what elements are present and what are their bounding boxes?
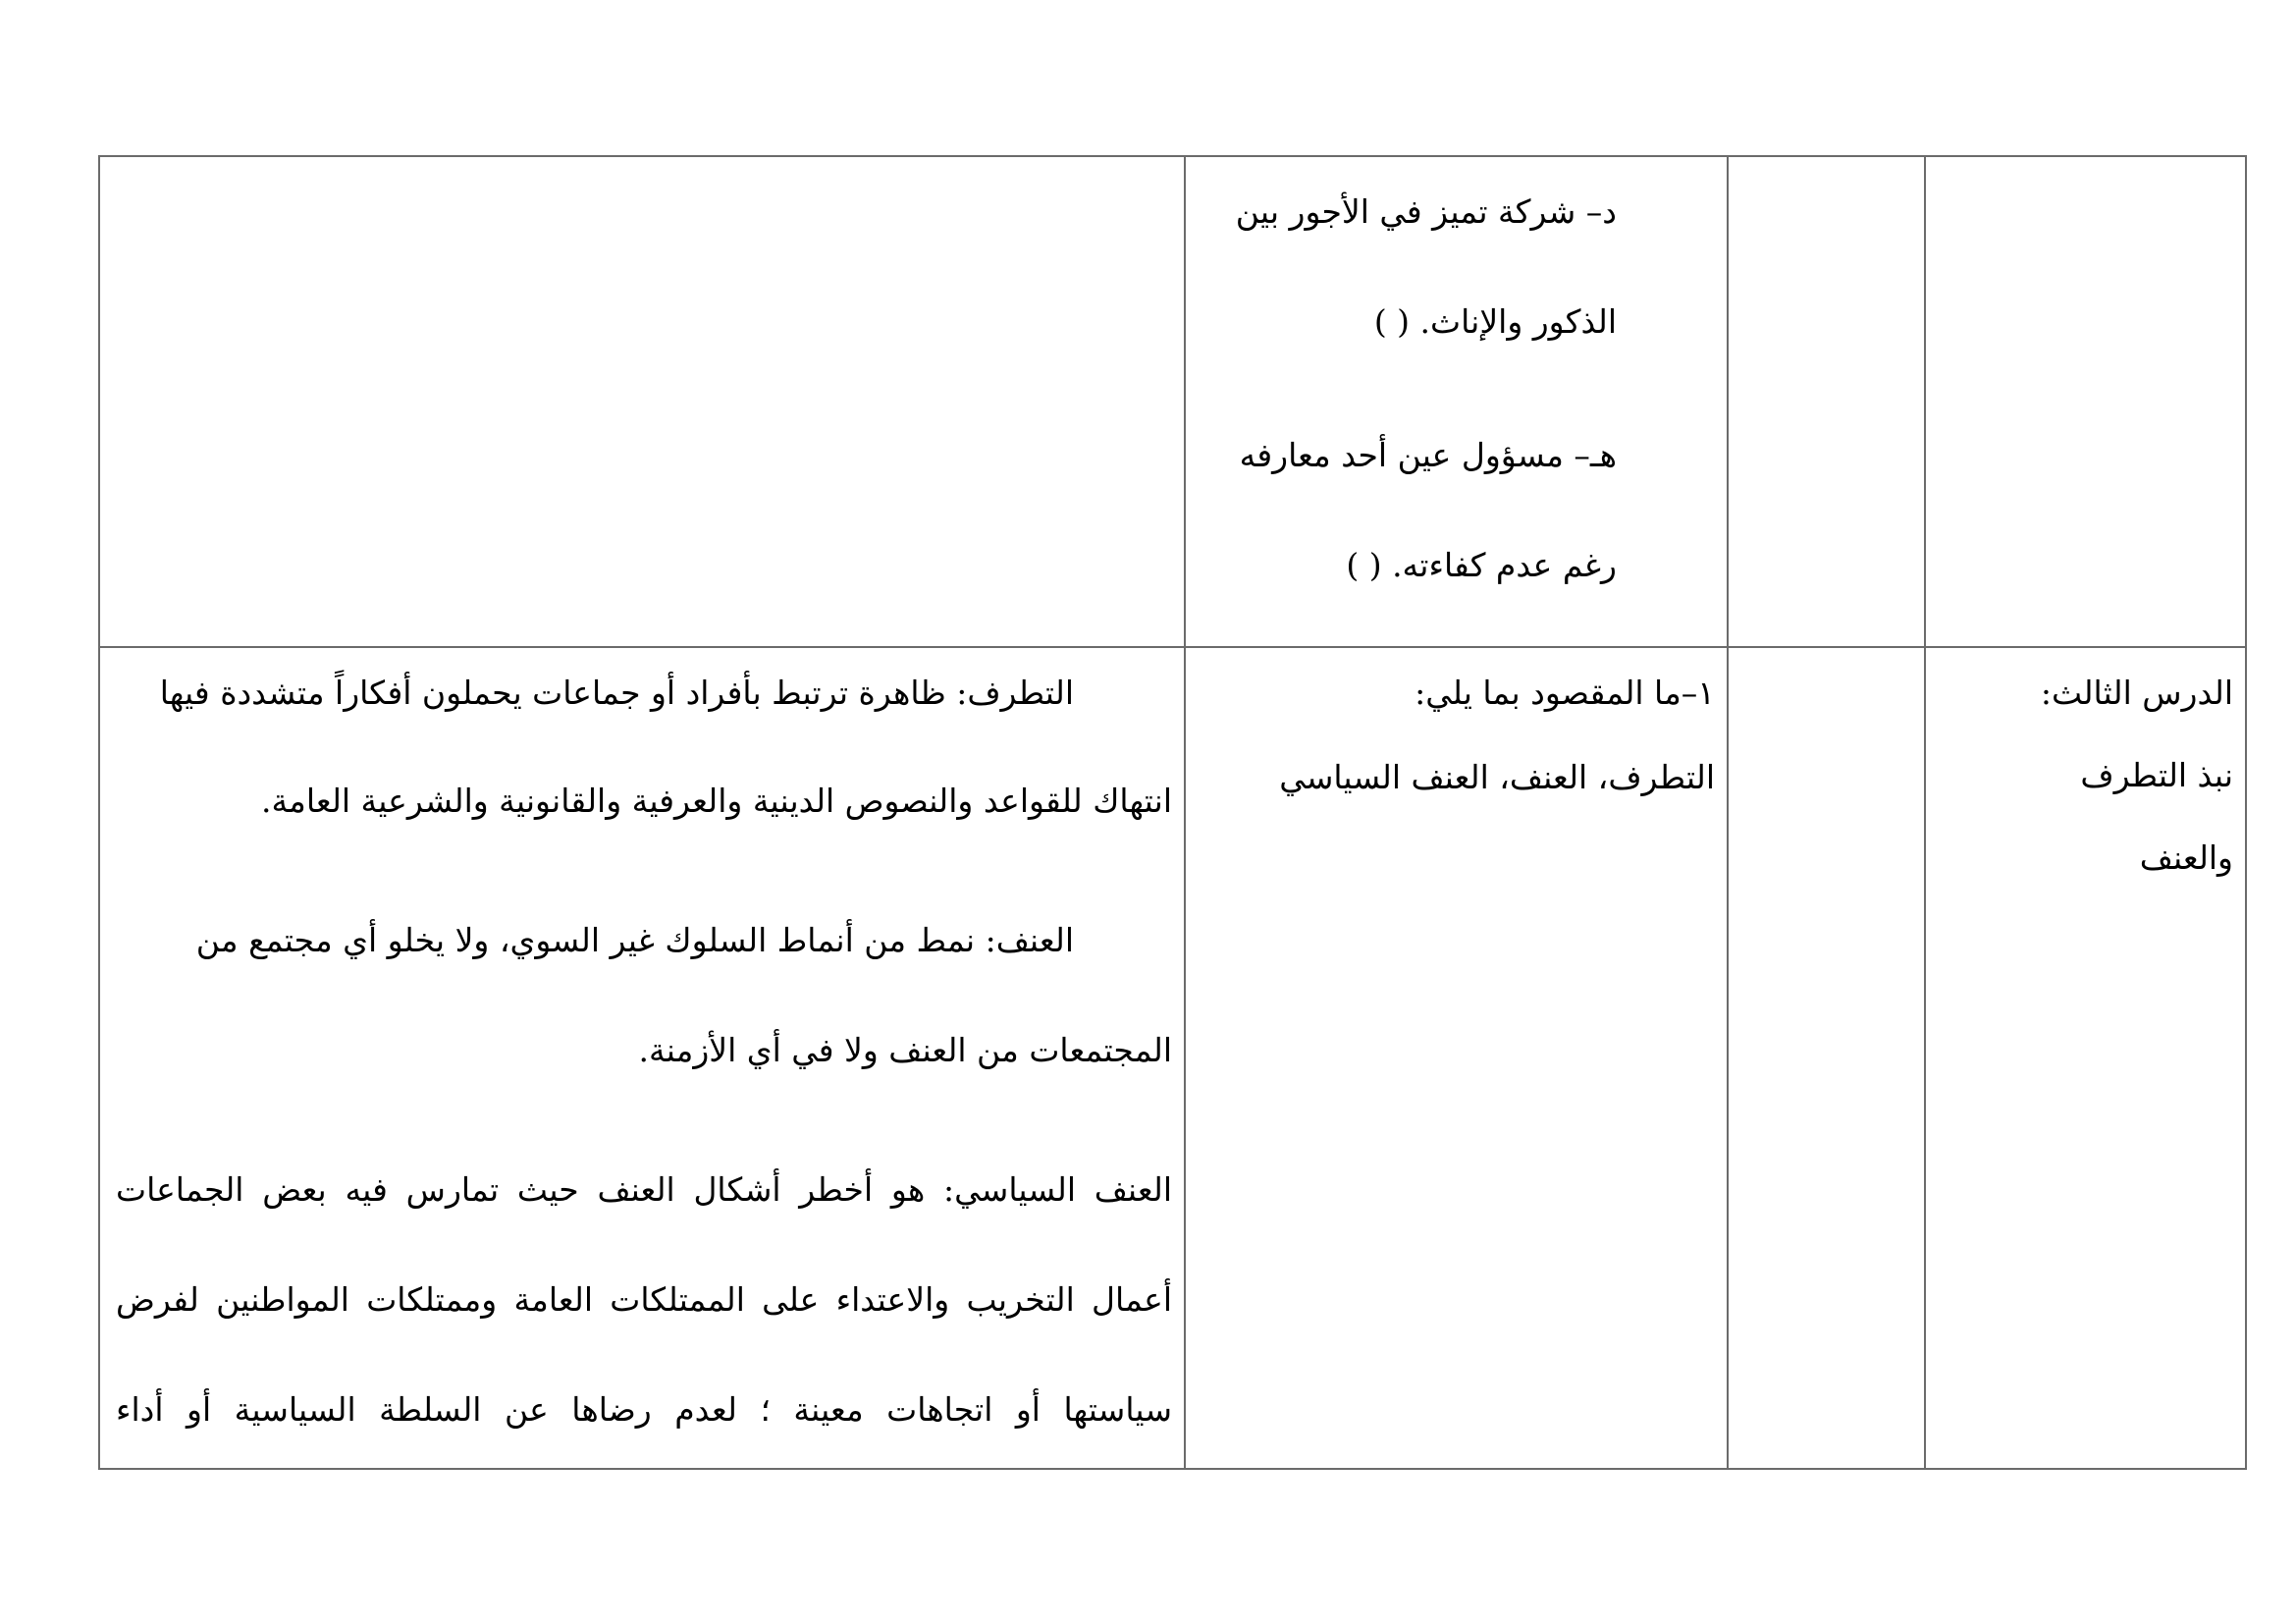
answer-line-violence: العنف: نمط من أنماط السلوك غير السوي، ولا يخلو أي مجتمع من bbox=[195, 921, 1074, 959]
answer-line-political-violence: العنف السياسي: هو أخطر أشكال العنف حيث تمارس فيه بعض الجماعات bbox=[116, 1170, 1172, 1209]
answer-cell bbox=[99, 647, 1185, 1469]
mid-cell bbox=[1728, 647, 1925, 1469]
question-line: التطرف، العنف، العنف السياسي bbox=[1279, 758, 1715, 796]
question-line: د– شركة تميز في الأجور بين bbox=[1235, 192, 1617, 231]
table-row bbox=[99, 647, 2246, 1469]
answer-cell bbox=[99, 156, 1185, 647]
lesson-title-line: نبذ التطرف bbox=[2080, 756, 2233, 794]
answer-line-violence: المجتمعات من العنف ولا في أي الأزمنة. bbox=[638, 1031, 1172, 1069]
lesson-title-line: والعنف bbox=[2139, 839, 2233, 877]
lesson-cell bbox=[1925, 156, 2246, 647]
lesson-cell bbox=[1925, 647, 2246, 1469]
question-cell bbox=[1185, 156, 1728, 647]
answer-line-extremism: التطرف: ظاهرة ترتبط بأفراد أو جماعات يحملون أفكاراً متشددة فيها bbox=[159, 674, 1074, 712]
mid-cell bbox=[1728, 156, 1925, 647]
lesson-title-line: الدرس الثالث: bbox=[2040, 674, 2233, 712]
question-cell bbox=[1185, 647, 1728, 1469]
question-line: ١–ما المقصود بما يلي: bbox=[1415, 674, 1715, 712]
question-line: رغم عدم كفاءته. ( ) bbox=[1346, 546, 1617, 584]
answer-line-political-violence: أعمال التخريب والاعتداء على الممتلكات العامة وممتلكات المواطنين لفرض bbox=[116, 1280, 1172, 1319]
lesson-table bbox=[98, 155, 2247, 1470]
question-line: هـ– مسؤول عين أحد معارفه bbox=[1239, 436, 1617, 474]
answer-line-extremism: انتهاك للقواعد والنصوص الدينية والعرفية والقانونية والشرعية العامة. bbox=[260, 782, 1172, 820]
question-line: الذكور والإناث. ( ) bbox=[1373, 302, 1617, 341]
answer-line-political-violence: سياستها أو اتجاهات معينة ؛ لعدم رضاها عن السلطة السياسية أو أداء bbox=[116, 1390, 1172, 1429]
table-row bbox=[99, 156, 2246, 647]
